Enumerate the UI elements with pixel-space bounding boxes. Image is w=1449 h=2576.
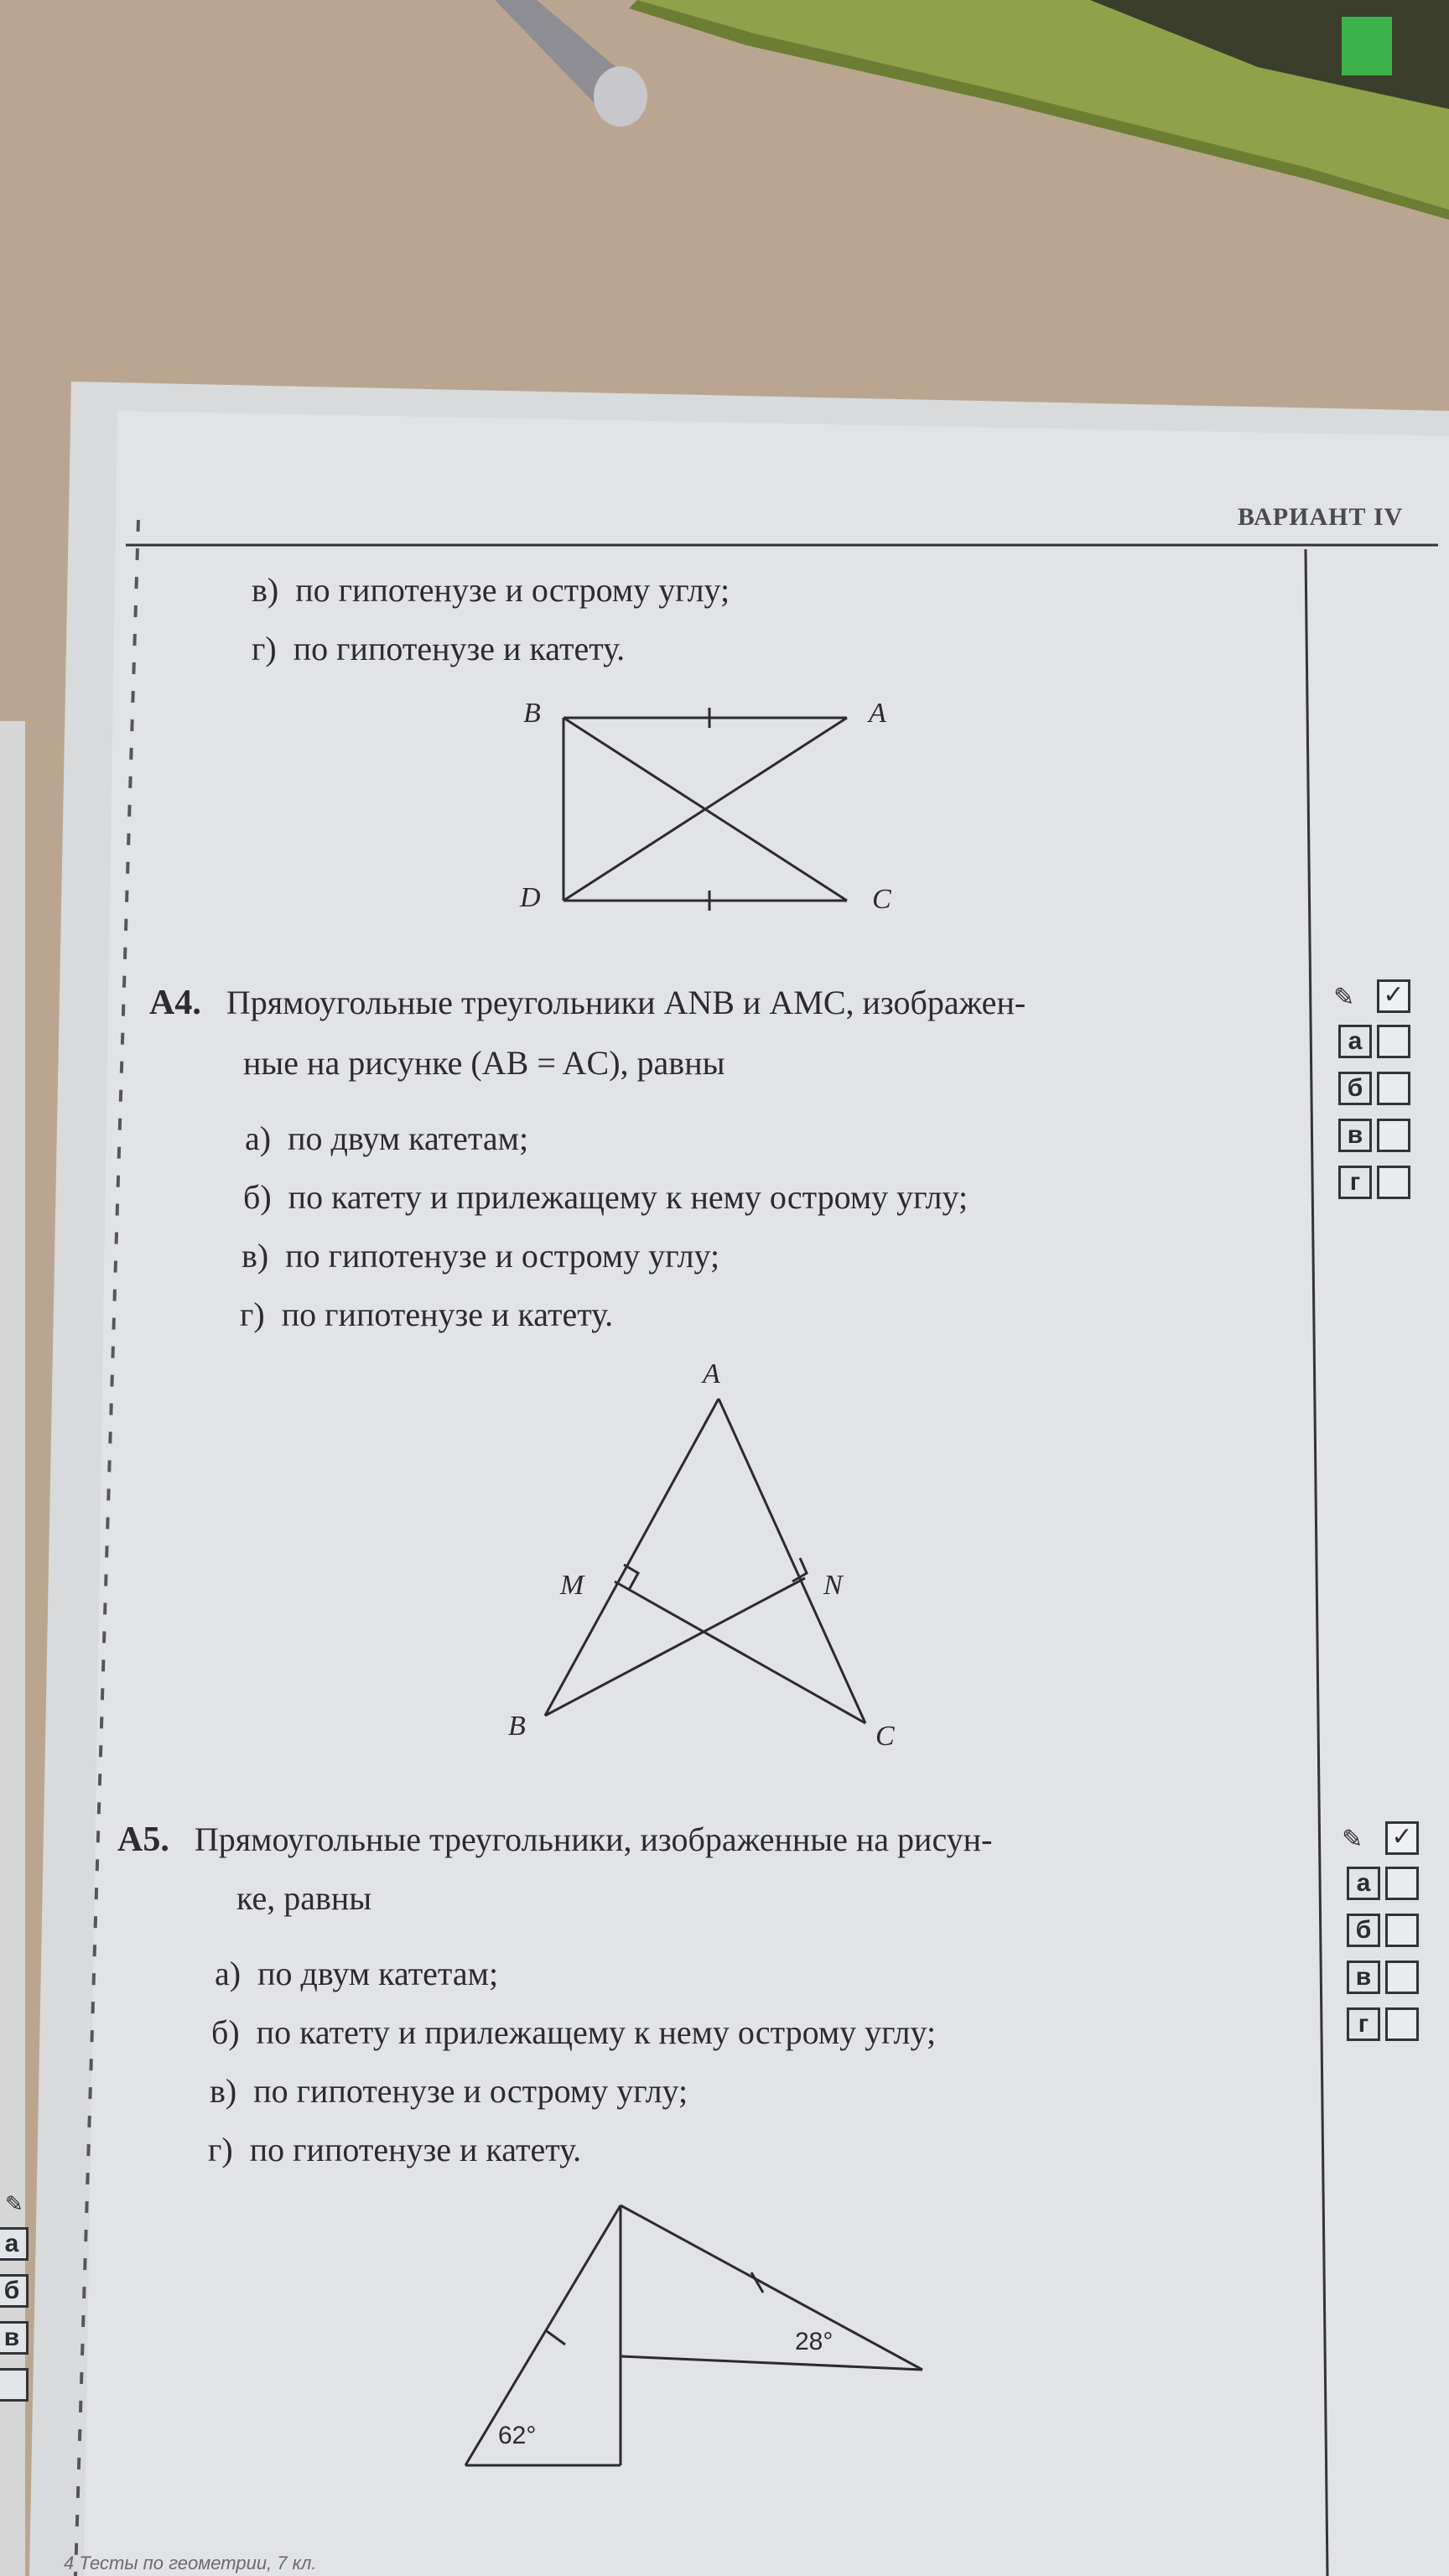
page-footer: 4 Тесты по геометрии, 7 кл. xyxy=(64,2553,317,2573)
a5-answer-box-g[interactable] xyxy=(1385,2007,1419,2041)
pen-icon: ✎ xyxy=(1342,1825,1363,1854)
a5-answer-label-v: в xyxy=(1347,1961,1380,1994)
tri-label-b: B xyxy=(508,1711,526,1742)
left-answer-label-b: б xyxy=(0,2274,29,2308)
a5-line1 xyxy=(117,1820,992,1860)
option-letter: г) xyxy=(208,2131,233,2168)
pen-icon: ✎ xyxy=(5,2192,23,2217)
option-text: по катету и прилежащему к нему острому углу; xyxy=(256,2013,937,2051)
a4-option-a xyxy=(245,1119,528,1158)
angle-label-62: 62° xyxy=(498,2422,537,2449)
prev-option-v xyxy=(252,570,730,610)
tri-label-m: M xyxy=(560,1570,584,1601)
option-letter: г) xyxy=(240,1296,265,1333)
a4-answer-box-v[interactable] xyxy=(1377,1119,1410,1152)
option-text: по гипотенузе и катету. xyxy=(281,1296,614,1333)
rect-label-a: A xyxy=(869,698,886,729)
a4-answer-label-a: а xyxy=(1338,1025,1372,1058)
left-answer-label-g xyxy=(0,2368,29,2402)
left-answer-label-a: а xyxy=(0,2227,29,2261)
a5-stem-line2: ке, равны xyxy=(236,1879,372,1917)
a4-answer-box-b[interactable] xyxy=(1377,1072,1410,1105)
a5-number: А5. xyxy=(117,1820,169,1859)
a5-answer-panel xyxy=(1338,1821,1439,2056)
option-text: по гипотенузе и острому углу; xyxy=(295,571,730,609)
check-icon: ✓ xyxy=(1385,1821,1419,1855)
option-letter: в) xyxy=(210,2072,237,2110)
option-letter: г) xyxy=(252,630,277,667)
a5-option-a xyxy=(215,1954,498,1993)
a4-option-v xyxy=(242,1236,719,1275)
option-text: по двум катетам; xyxy=(257,1955,499,1992)
option-text: по катету и прилежащему к нему острому углу; xyxy=(288,1178,969,1216)
angle-label-28: 28° xyxy=(795,2328,834,2355)
a5-option-g xyxy=(208,2130,581,2169)
option-letter: в) xyxy=(242,1237,269,1275)
a4-answer-box-a[interactable] xyxy=(1377,1025,1410,1058)
a4-stem-line2: ные на рисунке (AB = AC), равны xyxy=(243,1044,725,1082)
option-letter: а) xyxy=(215,1955,242,1992)
a5-answer-label-a: а xyxy=(1347,1867,1380,1900)
a4-option-g xyxy=(240,1295,613,1334)
a4-stem-line1: Прямоугольные треугольники ANB и AMC, изображен- xyxy=(226,984,1026,1021)
option-letter: в) xyxy=(252,571,279,609)
a4-line1 xyxy=(149,983,1026,1023)
left-answer-label-v: в xyxy=(0,2321,29,2355)
a5-answer-box-b[interactable] xyxy=(1385,1914,1419,1947)
a5-option-b xyxy=(211,2012,936,2052)
rect-label-c: C xyxy=(872,884,891,915)
a5-answer-box-v[interactable] xyxy=(1385,1961,1419,1994)
option-text: по гипотенузе и катету. xyxy=(293,630,626,667)
a4-answer-label-g: г xyxy=(1338,1166,1372,1199)
a4-number: А4. xyxy=(149,984,201,1022)
check-icon: ✓ xyxy=(1377,979,1410,1013)
tri-label-n: N xyxy=(823,1570,843,1601)
a4-answer-label-b: б xyxy=(1338,1072,1372,1105)
option-letter: б) xyxy=(243,1178,272,1216)
option-text: по гипотенузе и острому углу; xyxy=(253,2072,688,2110)
prev-option-g xyxy=(252,629,625,668)
tri-label-c: C xyxy=(875,1721,895,1752)
option-letter: б) xyxy=(211,2013,240,2051)
a5-answer-label-b: б xyxy=(1347,1914,1380,1947)
option-text: по гипотенузе и острому углу; xyxy=(285,1237,720,1275)
a4-answer-label-v: в xyxy=(1338,1119,1372,1152)
a5-option-v xyxy=(210,2071,688,2111)
a5-answer-box-a[interactable] xyxy=(1385,1867,1419,1900)
a4-answer-panel xyxy=(1330,979,1431,1214)
tri-label-a: A xyxy=(703,1358,720,1389)
option-letter: а) xyxy=(245,1119,272,1157)
a4-answer-box-g[interactable] xyxy=(1377,1166,1410,1199)
a5-answer-label-g: г xyxy=(1347,2007,1380,2041)
rect-label-b: B xyxy=(523,698,541,729)
pen-icon: ✎ xyxy=(1333,983,1355,1012)
option-text: по двум катетам; xyxy=(288,1119,529,1157)
left-answer-panel xyxy=(0,2192,42,2410)
rect-label-d: D xyxy=(520,882,541,913)
variant-header: ВАРИАНТ IV xyxy=(1238,503,1404,531)
option-text: по гипотенузе и катету. xyxy=(249,2131,582,2168)
a5-stem-line1: Прямоугольные треугольники, изображенные на рисун- xyxy=(194,1820,993,1858)
a4-option-b xyxy=(243,1177,968,1217)
